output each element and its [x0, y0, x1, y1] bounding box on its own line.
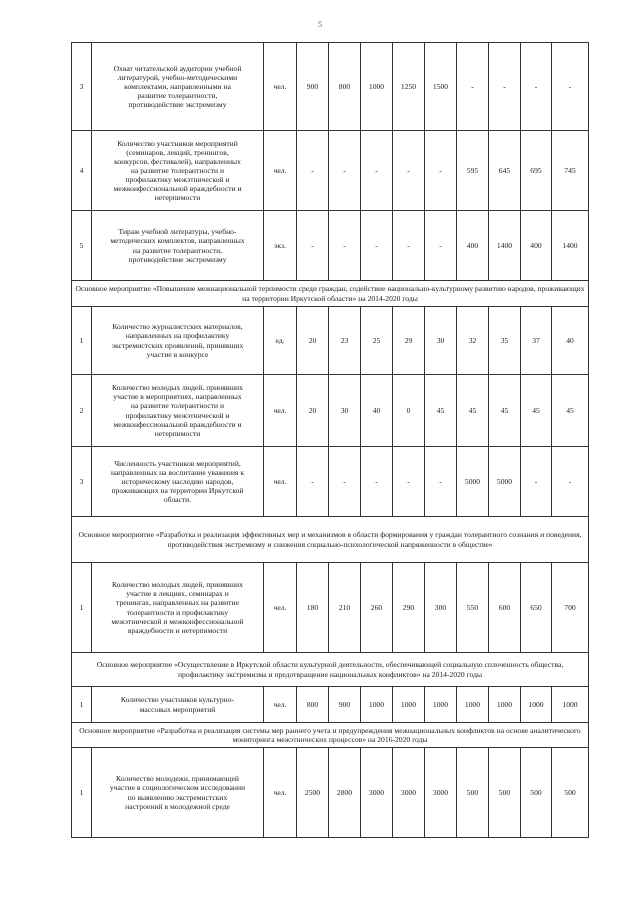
table-row — [72, 307, 589, 375]
indicator-name: Численность участников мероприятий, направленных на воспитание уважения к историческому наследию народов, проживающих на территории Иркутской области. — [92, 447, 264, 517]
row-number: 3 — [72, 43, 92, 131]
table-row — [72, 447, 589, 517]
value-cell: 500 — [489, 748, 521, 838]
value-cell: 20 — [297, 375, 329, 447]
value-cell: 2500 — [297, 748, 329, 838]
value-cell: - — [361, 211, 393, 281]
unit-cell: чел. — [264, 563, 297, 653]
value-cell: - — [552, 43, 589, 131]
value-cell: 500 — [521, 748, 552, 838]
value-cell: 30 — [329, 375, 361, 447]
indicator-name: Охват читательской аудитории учебной литературой, учебно-методическими комплектами, направленными на развитие толерантности, противодействие экстремизму — [92, 43, 264, 131]
value-cell: 210 — [329, 563, 361, 653]
value-cell: - — [425, 211, 457, 281]
value-cell: 30 — [425, 307, 457, 375]
section-row — [72, 723, 589, 748]
value-cell: 0 — [393, 375, 425, 447]
indicator-name: Количество молодых людей, принявших участие в лекциях, семинарах и тренингах, направленных на развитие толерантности и профилактику межэтнической и межконфессиональной враждебности и нетерпимости — [92, 563, 264, 653]
unit-cell: чел. — [264, 748, 297, 838]
value-cell: 1000 — [521, 687, 552, 723]
value-cell: - — [552, 447, 589, 517]
value-cell: 1400 — [489, 211, 521, 281]
table-row — [72, 748, 589, 838]
section-title: Основное мероприятие «Разработка и реализация эффективных мер и механизмов в области формирования у граждан толерантного сознания и поведения, противодействия экстремизму и снижения социально-психологической напряженности в обществе» — [72, 517, 589, 563]
value-cell: 400 — [457, 211, 489, 281]
table-row — [72, 687, 589, 723]
value-cell: 5000 — [457, 447, 489, 517]
unit-cell: чел. — [264, 375, 297, 447]
unit-cell: чел. — [264, 131, 297, 211]
table-row — [72, 563, 589, 653]
value-cell: 900 — [329, 687, 361, 723]
unit-cell: чел. — [264, 43, 297, 131]
value-cell: - — [393, 131, 425, 211]
unit-cell: чел. — [264, 447, 297, 517]
unit-cell: чел. — [264, 687, 297, 723]
value-cell: 3000 — [361, 748, 393, 838]
unit-cell: экз. — [264, 211, 297, 281]
value-cell: 20 — [297, 307, 329, 375]
value-cell: 745 — [552, 131, 589, 211]
value-cell: - — [393, 447, 425, 517]
value-cell: 45 — [425, 375, 457, 447]
unit-cell: ед. — [264, 307, 297, 375]
value-cell: 29 — [393, 307, 425, 375]
row-number: 4 — [72, 131, 92, 211]
value-cell: - — [521, 447, 552, 517]
value-cell: - — [361, 131, 393, 211]
value-cell: 3000 — [425, 748, 457, 838]
indicator-name: Тираж учебной литературы, учебно- методических комплектов, направленных на развитие толерантности, противодействие экстремизму — [92, 211, 264, 281]
value-cell: - — [297, 447, 329, 517]
value-cell: 45 — [457, 375, 489, 447]
value-cell: 1000 — [361, 687, 393, 723]
page-number: 5 — [318, 20, 322, 29]
value-cell: 500 — [552, 748, 589, 838]
value-cell: 1000 — [457, 687, 489, 723]
value-cell: 595 — [457, 131, 489, 211]
value-cell: - — [489, 43, 521, 131]
value-cell: 45 — [489, 375, 521, 447]
row-number: 1 — [72, 687, 92, 723]
table-row — [72, 375, 589, 447]
value-cell: 35 — [489, 307, 521, 375]
row-number: 3 — [72, 447, 92, 517]
value-cell: 40 — [361, 375, 393, 447]
value-cell: 600 — [489, 563, 521, 653]
value-cell: - — [425, 131, 457, 211]
indicator-name: Количество участников культурно- массовых мероприятий — [92, 687, 264, 723]
value-cell: 25 — [361, 307, 393, 375]
value-cell: - — [457, 43, 489, 131]
value-cell: 2800 — [329, 748, 361, 838]
row-number: 1 — [72, 748, 92, 838]
table-row — [72, 43, 589, 131]
table-row — [72, 211, 589, 281]
value-cell: - — [297, 131, 329, 211]
value-cell: 800 — [329, 43, 361, 131]
value-cell: - — [425, 447, 457, 517]
indicators-table — [71, 42, 589, 838]
indicator-name: Количество участников мероприятий (семинаров, лекций, тренингов, конкурсов, фестивалей), направленных на развитие толерантности и профилактику межэтнической и межконфессиональной враждебности и нетерпимости — [92, 131, 264, 211]
value-cell: 40 — [552, 307, 589, 375]
value-cell: - — [329, 211, 361, 281]
value-cell: 45 — [521, 375, 552, 447]
value-cell: 695 — [521, 131, 552, 211]
row-number: 5 — [72, 211, 92, 281]
value-cell: 1500 — [425, 43, 457, 131]
value-cell: 32 — [457, 307, 489, 375]
value-cell: 1400 — [552, 211, 589, 281]
section-row — [72, 281, 589, 307]
table-row — [72, 131, 589, 211]
value-cell: 550 — [457, 563, 489, 653]
value-cell: 37 — [521, 307, 552, 375]
value-cell: 5000 — [489, 447, 521, 517]
value-cell: 1000 — [425, 687, 457, 723]
value-cell: 1000 — [361, 43, 393, 131]
value-cell: 180 — [297, 563, 329, 653]
section-title: Основное мероприятие «Осуществление в Иркутской области культурной деятельности, обеспечивающей социальную сплоченность общества, профилактику экстремизма и предотвращение национальных конфликтов» на 2014-2020 годы — [72, 653, 589, 687]
indicator-name: Количество молодых людей, принявших участие в мероприятиях, направленных на развитие толерантности и профилактику межэтнической и межконфессиональной враждебности и нетерпимости — [92, 375, 264, 447]
value-cell: 400 — [521, 211, 552, 281]
section-row — [72, 653, 589, 687]
value-cell: 800 — [297, 687, 329, 723]
value-cell: 23 — [329, 307, 361, 375]
value-cell: 650 — [521, 563, 552, 653]
indicator-name: Количество журналистских материалов, направленных на профилактику экстремистских проявлений, принявших участие в конкурсе — [92, 307, 264, 375]
value-cell: 1250 — [393, 43, 425, 131]
value-cell: 900 — [297, 43, 329, 131]
value-cell: 290 — [393, 563, 425, 653]
section-title: Основное мероприятие «Разработка и реализация системы мер раннего учета и предупреждения межнациональных конфликтов на основе аналитического мониторинга межэтнических процессов» на 2016-2020 годы — [72, 723, 589, 748]
value-cell: 45 — [552, 375, 589, 447]
indicator-name: Количество молодежи, принимающей участие в социологическом исследовании по выявлению экстремистских настроений в молодежной среде — [92, 748, 264, 838]
value-cell: 1000 — [489, 687, 521, 723]
value-cell: 1000 — [393, 687, 425, 723]
row-number: 1 — [72, 563, 92, 653]
value-cell: 260 — [361, 563, 393, 653]
value-cell: 300 — [425, 563, 457, 653]
value-cell: - — [521, 43, 552, 131]
value-cell: - — [297, 211, 329, 281]
value-cell: 500 — [457, 748, 489, 838]
value-cell: - — [393, 211, 425, 281]
value-cell: 3000 — [393, 748, 425, 838]
row-number: 1 — [72, 307, 92, 375]
value-cell: 700 — [552, 563, 589, 653]
value-cell: - — [329, 447, 361, 517]
value-cell: 645 — [489, 131, 521, 211]
row-number: 2 — [72, 375, 92, 447]
value-cell: - — [361, 447, 393, 517]
value-cell: - — [329, 131, 361, 211]
table-body — [72, 43, 589, 838]
value-cell: 1000 — [552, 687, 589, 723]
section-title: Основное мероприятие «Повышение межнациональной терпимости среди граждан, содействие национально-культурному развитию народов, проживающих на территории Иркутской области» на 2014-2020 годы — [72, 281, 589, 307]
section-row — [72, 517, 589, 563]
